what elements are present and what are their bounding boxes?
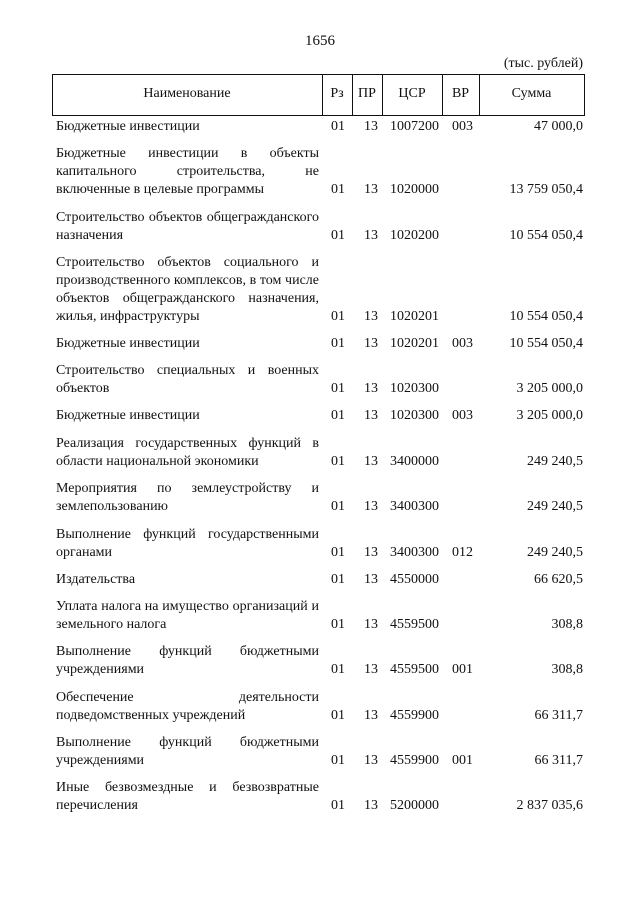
row-name: Уплата налога на имущество организаций и земельного налога: [56, 599, 319, 632]
row-rz: 01: [331, 119, 345, 134]
row-rz: 01: [331, 499, 345, 514]
row-vr: 001: [452, 662, 473, 677]
row-sum: 249 240,5: [527, 545, 583, 560]
row-sum: 308,8: [551, 662, 583, 677]
row-name: Бюджетные инвестиции в объекты капитального строительства, не включенные в целевые программы: [56, 146, 319, 197]
row-sum: 47 000,0: [534, 119, 583, 134]
row-csr: 4559900: [390, 753, 439, 768]
table-row: [0, 118, 640, 136]
table-row: [0, 480, 640, 516]
row-pr: 13: [364, 798, 378, 813]
header-pr: ПР: [358, 86, 376, 101]
row-csr: 3400300: [390, 545, 439, 560]
row-sum: 308,8: [551, 617, 583, 632]
row-sum: 249 240,5: [527, 454, 583, 469]
row-csr: 4559900: [390, 708, 439, 723]
row-pr: 13: [364, 753, 378, 768]
row-rz: 01: [331, 408, 345, 423]
row-rz: 01: [331, 228, 345, 243]
row-vr: 012: [452, 545, 473, 560]
row-name: Выполнение функций бюджетными учреждениями: [56, 735, 319, 768]
row-rz: 01: [331, 753, 345, 768]
row-csr: 1020300: [390, 381, 439, 396]
table-row: [0, 571, 640, 589]
row-name: Бюджетные инвестиции: [56, 336, 200, 351]
row-vr: 001: [452, 753, 473, 768]
row-pr: 13: [364, 617, 378, 632]
row-pr: 13: [364, 336, 378, 351]
row-csr: 4559500: [390, 617, 439, 632]
row-rz: 01: [331, 617, 345, 632]
row-rz: 01: [331, 182, 345, 197]
row-pr: 13: [364, 499, 378, 514]
row-csr: 1020201: [390, 309, 439, 324]
row-sum: 66 311,7: [534, 753, 583, 768]
row-rz: 01: [331, 309, 345, 324]
table-row: [0, 435, 640, 471]
row-pr: 13: [364, 381, 378, 396]
row-pr: 13: [364, 454, 378, 469]
row-csr: 4550000: [390, 572, 439, 587]
header-name: Наименование: [143, 86, 231, 101]
row-rz: 01: [331, 662, 345, 677]
row-pr: 13: [364, 309, 378, 324]
header-sum: Сумма: [511, 86, 552, 101]
row-pr: 13: [364, 182, 378, 197]
row-vr: 003: [452, 336, 473, 351]
row-rz: 01: [331, 798, 345, 813]
table-row: [0, 407, 640, 425]
row-name: Бюджетные инвестиции: [56, 408, 200, 423]
table-row: [0, 254, 640, 326]
table-row: [0, 734, 640, 770]
row-name: Мероприятия по землеустройству и землепользованию: [56, 481, 319, 514]
table-row: [0, 779, 640, 815]
table-row: [0, 526, 640, 562]
table-row: [0, 335, 640, 353]
table-row: [0, 689, 640, 725]
row-csr: 3400300: [390, 499, 439, 514]
row-csr: 1020000: [390, 182, 439, 197]
row-name: Обеспечение деятельности подведомственных учреждений: [56, 690, 319, 723]
row-rz: 01: [331, 545, 345, 560]
header-csr: ЦСР: [398, 86, 426, 101]
row-csr: 3400000: [390, 454, 439, 469]
table-row: [0, 362, 640, 398]
row-vr: 003: [452, 119, 473, 134]
row-rz: 01: [331, 381, 345, 396]
row-sum: 13 759 050,4: [509, 182, 583, 197]
row-pr: 13: [364, 119, 378, 134]
row-name: Иные безвозмездные и безвозвратные перечисления: [56, 780, 319, 813]
row-name: Строительство специальных и военных объектов: [56, 363, 319, 396]
row-csr: 1020200: [390, 228, 439, 243]
row-vr: 003: [452, 408, 473, 423]
row-name: Бюджетные инвестиции: [56, 119, 200, 134]
row-sum: 10 554 050,4: [509, 336, 583, 351]
row-rz: 01: [331, 336, 345, 351]
table-row: [0, 598, 640, 634]
row-name: Реализация государственных функций в области национальной экономики: [56, 436, 319, 469]
row-sum: 249 240,5: [527, 499, 583, 514]
row-sum: 66 620,5: [534, 572, 583, 587]
row-pr: 13: [364, 572, 378, 587]
row-pr: 13: [364, 408, 378, 423]
row-rz: 01: [331, 454, 345, 469]
row-csr: 1007200: [390, 119, 439, 134]
row-sum: 2 837 035,6: [516, 798, 583, 813]
table-row: [0, 643, 640, 679]
row-csr: 4559500: [390, 662, 439, 677]
row-sum: 10 554 050,4: [509, 228, 583, 243]
row-sum: 66 311,7: [534, 708, 583, 723]
row-pr: 13: [364, 662, 378, 677]
row-sum: 3 205 000,0: [516, 381, 583, 396]
header-vr: ВР: [451, 86, 470, 101]
table-header: [52, 74, 585, 116]
row-rz: 01: [331, 708, 345, 723]
header-rz: Рз: [330, 86, 344, 101]
row-rz: 01: [331, 572, 345, 587]
row-pr: 13: [364, 228, 378, 243]
row-name: Строительство объектов общегражданского назначения: [56, 210, 319, 243]
row-name: Строительство объектов социального и производственного комплексов, в том числе объектов общегражданского назначения, жилья, инфраструктуры: [56, 255, 319, 324]
units-label: (тыс. рублей): [503, 56, 583, 71]
row-name: Выполнение функций государственными органами: [56, 527, 319, 560]
row-sum: 3 205 000,0: [516, 408, 583, 423]
row-csr: 5200000: [390, 798, 439, 813]
row-csr: 1020300: [390, 408, 439, 423]
row-sum: 10 554 050,4: [509, 309, 583, 324]
row-name: Выполнение функций бюджетными учреждениями: [56, 644, 319, 677]
page-number: 1656: [305, 33, 335, 49]
table-row: [0, 145, 640, 199]
row-pr: 13: [364, 545, 378, 560]
row-pr: 13: [364, 708, 378, 723]
table-row: [0, 209, 640, 245]
row-csr: 1020201: [390, 336, 439, 351]
row-name: Издательства: [56, 572, 136, 587]
